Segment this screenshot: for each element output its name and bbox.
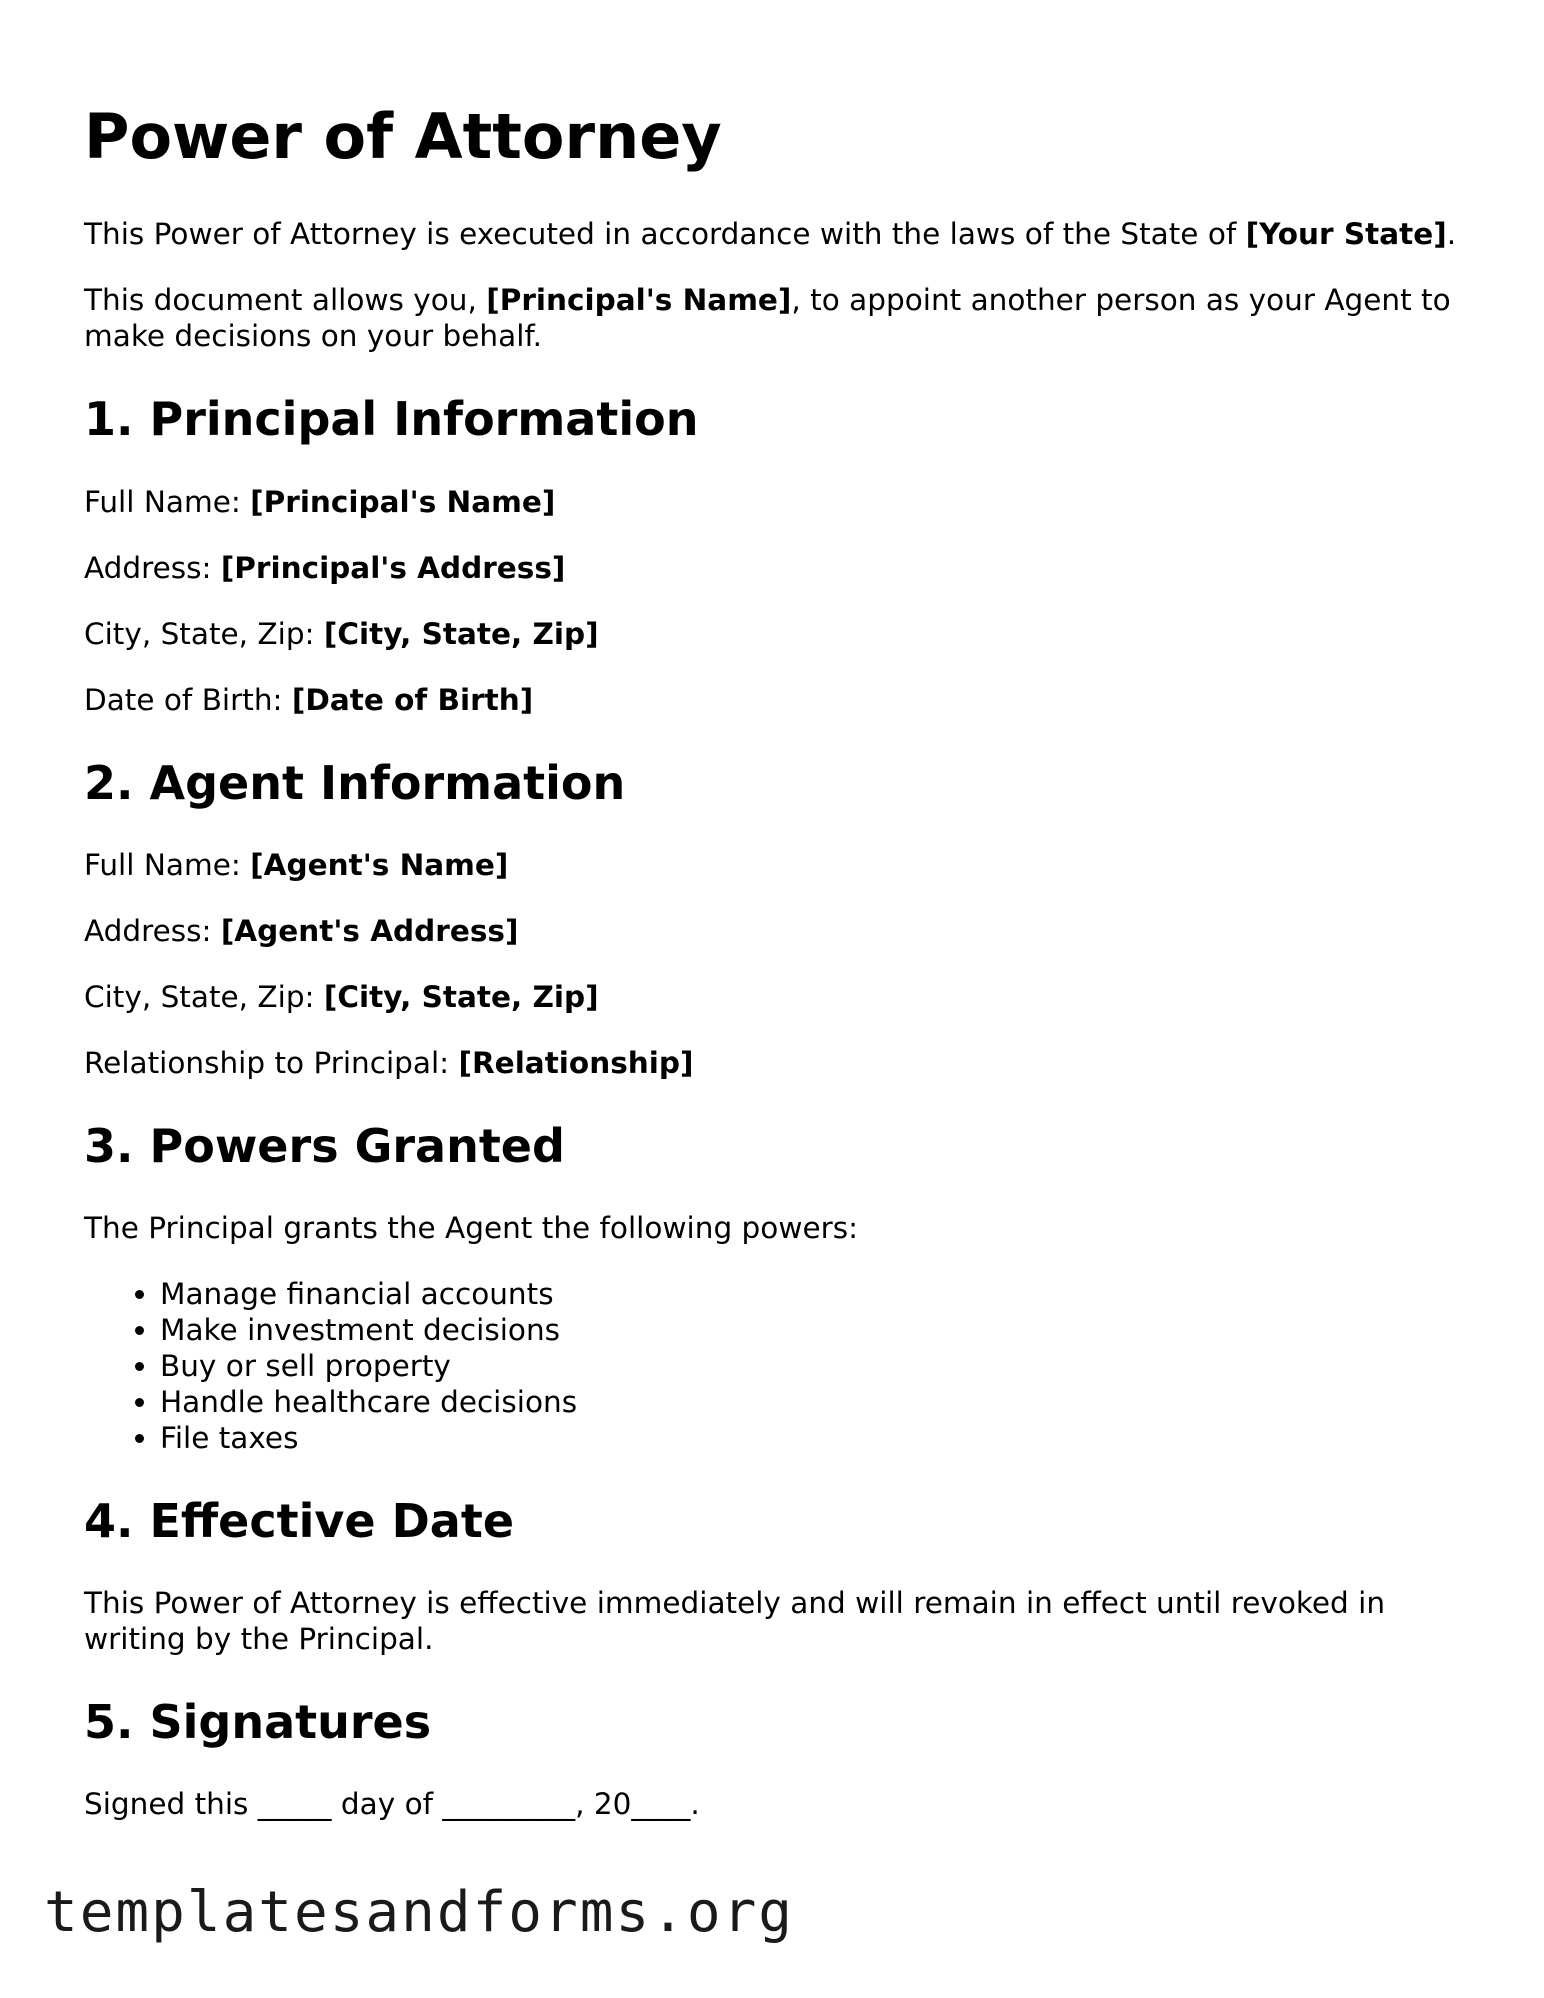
section-heading-principal: 1. Principal Information xyxy=(84,392,699,447)
agent-city-state-zip xyxy=(84,979,1464,1015)
powers-intro: The Principal grants the Agent the following powers: xyxy=(84,1210,859,1245)
field-value: [Date of Birth] xyxy=(291,682,534,717)
list-item: • Buy or sell property xyxy=(160,1348,1464,1384)
intro-text: This Power of Attorney is executed in accordance with the laws of the State of xyxy=(84,217,1246,252)
agent-address xyxy=(84,913,1464,949)
field-value: [City, State, Zip] xyxy=(323,616,599,651)
field-label: Relationship to Principal: xyxy=(84,1045,459,1080)
list-item: • Manage financial accounts xyxy=(160,1276,1464,1312)
field-value: [Relationship] xyxy=(458,1045,694,1080)
list-item: • Make investment decisions xyxy=(160,1312,1464,1348)
section-heading-agent: 2. Agent Information xyxy=(84,755,626,810)
field-label: Address: xyxy=(84,550,221,585)
watermark: templatesandforms.org xyxy=(44,1880,795,1945)
document-body xyxy=(84,100,1464,1852)
agent-relationship xyxy=(84,1045,1464,1081)
intro-paragraph-state xyxy=(84,216,1464,252)
principal-name-placeholder: [Principal's Name] xyxy=(486,283,792,318)
agent-full-name xyxy=(84,847,1464,883)
section-heading-effective-date: 4. Effective Date xyxy=(84,1493,515,1548)
field-value: [Agent's Address] xyxy=(220,913,519,948)
principal-date-of-birth xyxy=(84,682,1464,718)
field-value: [Agent's Name] xyxy=(250,847,509,882)
field-value: [Principal's Name] xyxy=(250,484,556,519)
principal-address xyxy=(84,550,1464,586)
signed-line: Signed this _____ day of _________, 20____. xyxy=(84,1787,700,1822)
field-label: Address: xyxy=(84,913,221,948)
principal-full-name xyxy=(84,484,1464,520)
page-title: Power of Attorney xyxy=(84,100,722,173)
field-value: [Principal's Address] xyxy=(220,550,566,585)
field-label: City, State, Zip: xyxy=(84,616,324,651)
field-label: Full Name: xyxy=(84,484,251,519)
field-label: City, State, Zip: xyxy=(84,979,324,1014)
effective-date-text: This Power of Attorney is effective immediately and will remain in effect until revoked in writing by the Principal. xyxy=(84,1586,1386,1657)
list-item: • File taxes xyxy=(160,1420,1464,1456)
section-heading-powers: 3. Powers Granted xyxy=(84,1118,565,1173)
field-label: Date of Birth: xyxy=(84,682,292,717)
purpose-text: This document allows you, xyxy=(84,283,487,318)
section-heading-signatures: 5. Signatures xyxy=(84,1695,432,1750)
intro-text-end: . xyxy=(1446,217,1457,252)
field-value: [City, State, Zip] xyxy=(323,979,599,1014)
purpose-text-end: , to appoint another person as your Agent to make decisions on your behalf. xyxy=(84,283,1451,354)
list-item: • Handle healthcare decisions xyxy=(160,1384,1464,1420)
powers-list xyxy=(84,1276,1464,1456)
principal-city-state-zip xyxy=(84,616,1464,652)
intro-paragraph-purpose xyxy=(84,282,1464,354)
field-label: Full Name: xyxy=(84,847,251,882)
state-placeholder: [Your State] xyxy=(1245,217,1447,252)
